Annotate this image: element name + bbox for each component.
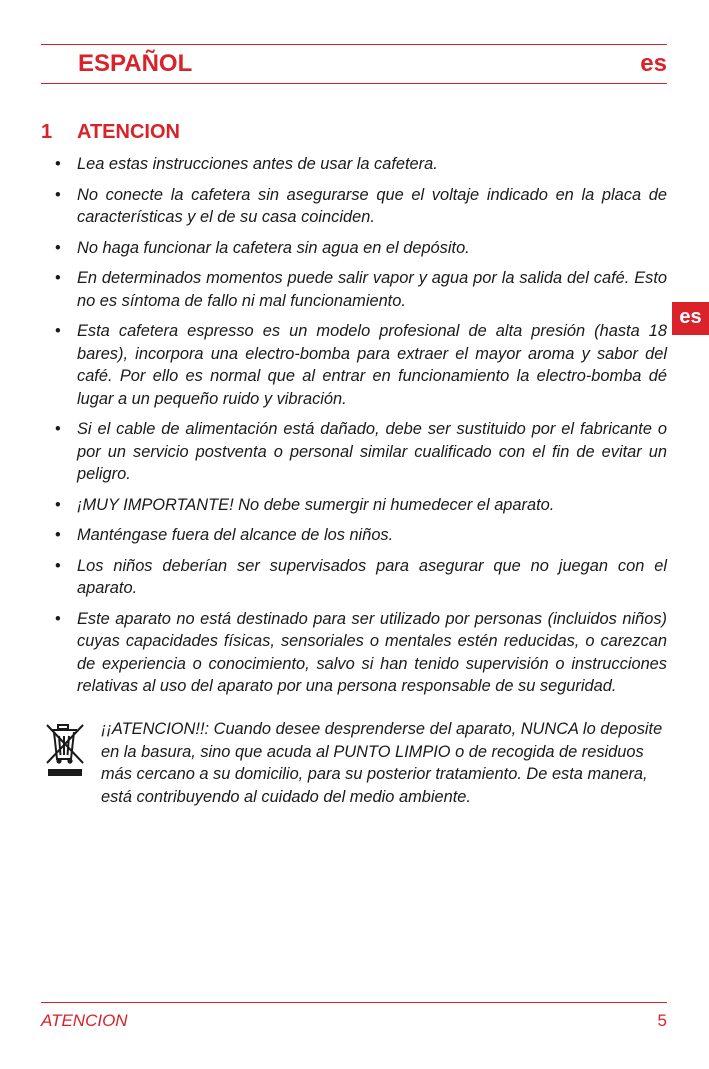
bullet-glyph: • xyxy=(55,526,61,544)
bullet-glyph: • xyxy=(55,556,61,575)
list-item: • Los niños deberían ser supervisados para asegurar que no juegan con el aparato. xyxy=(55,556,667,597)
recycling-note: ¡¡ATENCION!!: Cuando desee desprenderse del aparato, NUNCA lo deposite en la basura, sino que acuda al PUNTO LIMPIO o de recogida de residuos más cercano a su domicilio, para su posterior tratamiento. De esta manera, está contribuyendo al cuidado del medio ambiente. xyxy=(101,720,663,806)
section-title: ATENCION xyxy=(77,121,180,143)
section-heading xyxy=(41,120,180,144)
list-item: • No conecte la cafetera sin asegurarse que el voltaje indicado en la placa de características y el de su casa coinciden. xyxy=(55,185,667,226)
list-item: • Si el cable de alimentación está dañado, debe ser sustituido por el fabricante o por un servicio postventa o personal similar cualificado con el fin de evitar un peligro. xyxy=(55,420,667,483)
warning-list xyxy=(55,153,667,706)
bullet-glyph: • xyxy=(55,609,61,628)
header-bottom-rule xyxy=(41,83,667,84)
header-top-rule xyxy=(41,44,667,45)
footer-section-label: ATENCION xyxy=(41,1011,128,1030)
bullet-glyph: • xyxy=(55,185,61,204)
bullet-glyph: • xyxy=(55,420,61,438)
header-lang: es xyxy=(640,50,667,77)
list-item: • Este aparato no está destinado para ser utilizado por personas (incluidos niños) cuyas capacidades físicas, sensoriales o mentales estén reducidas, o carezcan de experiencia o conocimiento, salvo si han tenido supervisión o instrucciones relativas al uso del aparato por una persona responsable de su seguridad. xyxy=(55,609,667,695)
list-item: • Esta cafetera espresso es un modelo profesional de alta presión (hasta 18 bares), incorpora una electro-bomba para extraer el mayor aroma y sabor del café. Por ello es normal que al entrar en funcionamiento la electro-bomba dé lugar a un pequeño ruido y vibración. xyxy=(55,322,667,408)
bullet-glyph: • xyxy=(55,495,61,514)
list-item: • Manténgase fuera del alcance de los niños. xyxy=(55,524,667,547)
bullet-glyph: • xyxy=(55,269,61,287)
language-side-tab: es xyxy=(672,302,709,335)
bullet-glyph: • xyxy=(55,322,61,340)
list-item: • ¡MUY IMPORTANTE! No debe sumergir ni humedecer el aparato. xyxy=(55,494,667,517)
bullet-glyph: • xyxy=(55,155,61,173)
list-item: • En determinados momentos puede salir vapor y agua por la salida del café. Esto no es síntoma de fallo ni mal funcionamiento. xyxy=(55,269,667,310)
list-item: • No haga funcionar la cafetera sin agua en el depósito. xyxy=(55,237,667,260)
header-title: ESPAÑOL xyxy=(78,50,193,77)
footer-rule xyxy=(41,1002,667,1003)
bullet-glyph: • xyxy=(55,238,61,257)
list-item: • Lea estas instrucciones antes de usar la cafetera. xyxy=(55,153,667,176)
crossed-bin-icon xyxy=(45,723,85,779)
page-number: 5 xyxy=(657,1011,667,1030)
section-number: 1 xyxy=(41,121,53,143)
